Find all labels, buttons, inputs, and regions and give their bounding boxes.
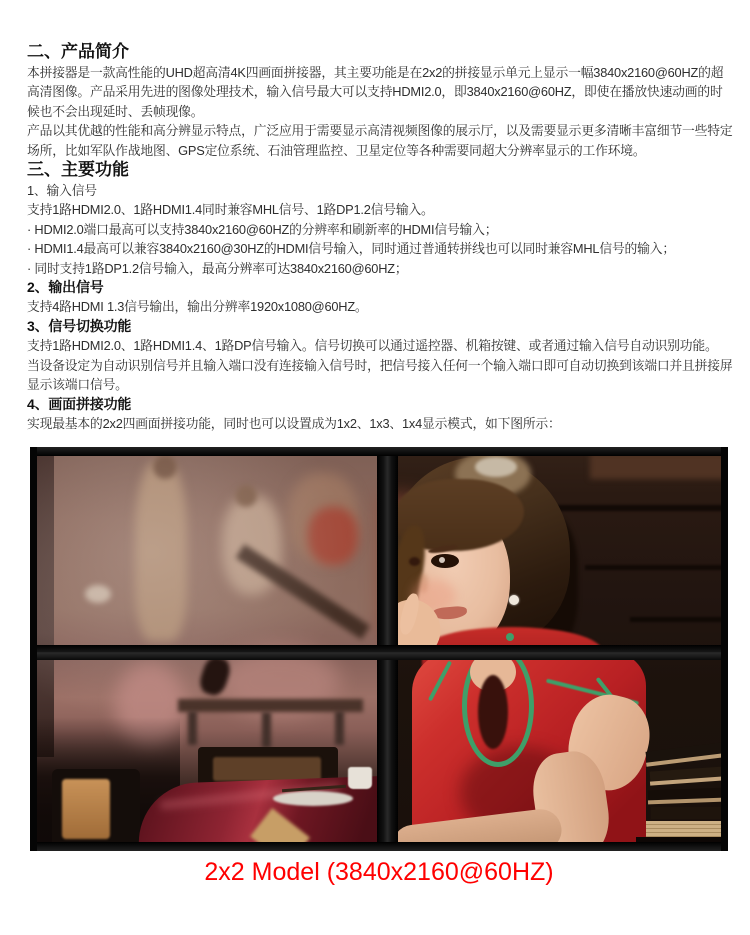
outer-bezel-top	[30, 447, 728, 456]
input-signal-line: 支持1路HDMI2.0、1路HDMI1.4同时兼容MHL信号、1路DP1.2信号输入。	[27, 202, 434, 218]
white-cup	[348, 767, 372, 789]
signal-switch-title: 3、信号切换功能	[27, 317, 132, 334]
input-signal-title: 1、输入信号	[27, 183, 97, 199]
shelf-line	[585, 565, 728, 570]
book-pages-stack	[646, 821, 726, 837]
outer-bezel-bottom	[30, 842, 728, 851]
signal-switch-body-1: 支持1路HDMI2.0、1路HDMI1.4、1路DP信号输入。信号切换可以通过遥控器、机箱按键、或者通过输入信号自动识别功能。	[27, 338, 718, 354]
output-signal-title: 2、输出信号	[27, 279, 104, 296]
outer-bezel-right	[721, 447, 728, 851]
figure-caption: 2x2 Model (3840x2160@60HZ)	[204, 858, 554, 887]
keyhole-opening	[478, 675, 508, 749]
center-horizontal-bezel	[30, 645, 728, 660]
section-3-heading: 三、主要功能	[27, 160, 129, 180]
video-wall-figure	[30, 447, 728, 851]
splice-function-body: 实现最基本的2x2四画面拼接功能，同时也可以设置成为1x2、1x3、1x4显示模式，如下图所示：	[27, 415, 561, 431]
chair-back-panel	[62, 779, 110, 839]
table-leg	[335, 711, 344, 745]
table-leg	[262, 712, 271, 748]
outer-bezel-left	[30, 447, 37, 851]
output-signal-body: 支持4路HDMI 1.3信号输出，输出分辨率1920x1080@60HZ。	[27, 299, 368, 315]
shelf-line	[550, 505, 728, 511]
wood-shelf-strip	[590, 453, 728, 479]
section-2-heading: 二、产品简介	[27, 42, 129, 61]
signal-switch-body-2: 当设备设定为自动识别信号并且输入端口没有连接输入信号时，把信号接入任何一个输入端口即可自动切换到该端口并且拼接屏显示该端口信号。	[27, 357, 733, 393]
section-2-paragraph-2: 产品以其优越的性能和高分辨显示特点，广泛应用于需要显示高清视频图像的展示厅，以及需要显示更多清晰丰富细节一些特定场所，比如军队作战地图、GPS定位系统、石油管理监控、卫星定位等各种需要同超大分辨率显示的工作环境。	[27, 123, 733, 158]
section-2-paragraph-1: 本拼接器是一款高性能的UHD超高清4K四画面拼接器，其主要功能是在2x2的拼接显示单元上显示一幅3840x2160@60HZ的超高清图像。产品采用先进的图像处理技术，输入信号最大可以支持HDMI2.0，即3840x2160@60HZ，即使在播放快速动画的时候也不会出现延时、丢帧现像。	[27, 65, 724, 119]
video-wall-photo	[30, 447, 728, 851]
table-leg	[188, 711, 197, 745]
input-signal-bullet-2: · HDMI1.4最高可以兼容3840x2160@30HZ的HDMI信号输入，同时通过普通转拼线也可以同时兼容MHL信号的输入；	[27, 241, 675, 257]
splice-function-title: 4、画面拼接功能	[27, 395, 132, 412]
book	[651, 807, 726, 819]
input-signal-bullet-3: · 同时支持1路DP1.2信号输入，最高分辨率可达3840x2160@60HZ；	[27, 260, 408, 276]
input-signal-bullet-1: · HDMI2.0端口最高可以支持3840x2160@60HZ的分辨率和刷新率的HDMI信号输入；	[27, 221, 498, 237]
shelf-line	[630, 617, 728, 622]
